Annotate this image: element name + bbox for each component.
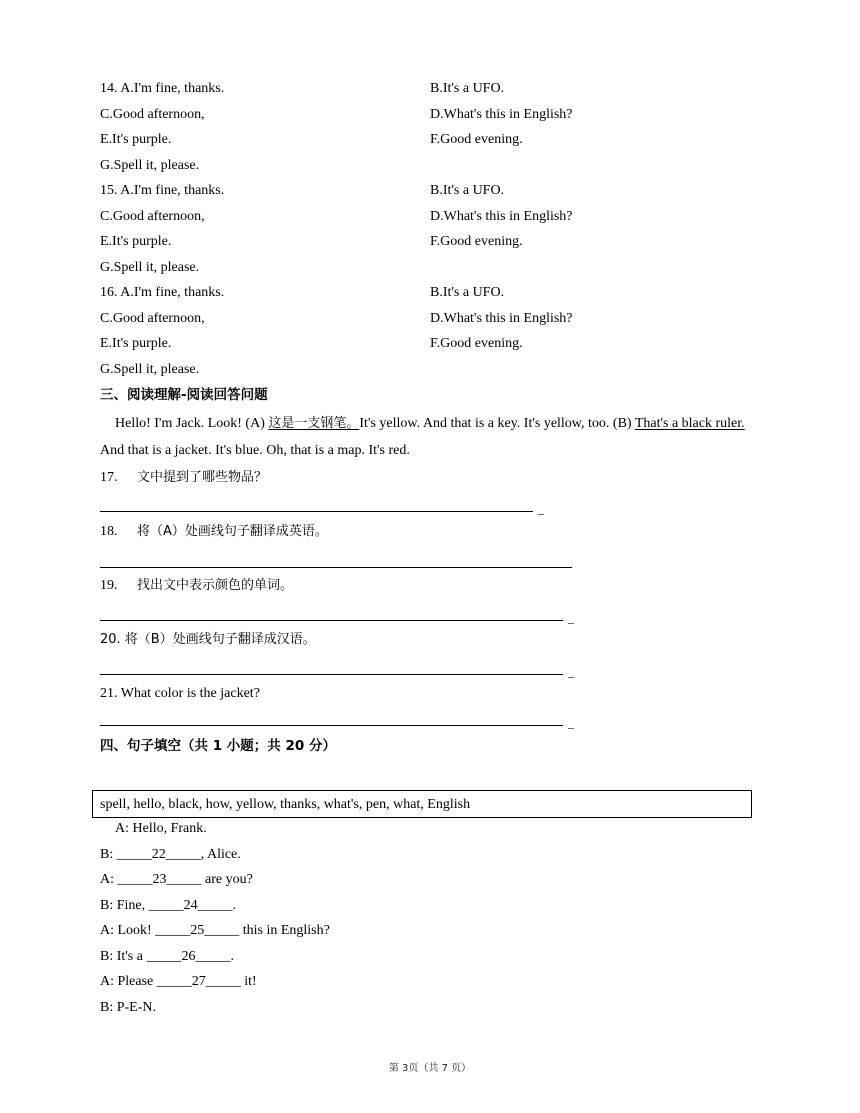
passage-text-2: It's yellow. And that is a key. It's yellow, too. (B) [359,416,635,431]
section4-title: 四、句子填空（共 1 小题；共 20 分） [100,738,336,754]
q14-option-e: E.It's purple. [100,132,172,147]
q20-answer-line[interactable] [100,674,563,675]
reading-passage [100,410,760,464]
word-bank-box: spell, hello, black, how, yellow, thanks, what's, pen, what, English [92,790,752,818]
q15-option-e: E.It's purple. [100,234,172,249]
q21-answer-line[interactable] [100,725,563,726]
q14-option-c: C.Good afternoon, [100,107,205,122]
q19-answer-line[interactable] [100,620,563,621]
q18-text: 将（A）处画线句子翻译成英语。 [137,524,328,539]
q14-option-d: D.What's this in English? [430,107,573,122]
q17-text: 文中提到了哪些物品？ [137,470,268,485]
q20-prompt: 20. 将（B）处画线句子翻译成汉语。 [100,632,316,647]
dialogue-line-5[interactable]: A: Look! _____25_____ this in English? [100,923,330,938]
passage-underline-b: That's a black ruler. [634,416,745,431]
q15-option-c: C.Good afternoon, [100,209,205,224]
q20-line-tail: _ [568,665,574,679]
passage-text-1: Hello! I'm Jack. Look! (A) [115,416,269,431]
dialogue-line-8: B: P-E-N. [100,1000,156,1015]
q19-line-tail: _ [568,611,574,625]
q15-option-f: F.Good evening. [430,234,523,249]
q16-option-f: F.Good evening. [430,336,523,351]
dialogue-line-3[interactable]: A: _____23_____ are you? [100,872,253,887]
q16-option-g: G.Spell it, please. [100,362,200,377]
dialogue-line-2[interactable]: B: _____22_____, Alice. [100,847,241,862]
page-footer: 第 3页（共 7 页） [388,1063,472,1074]
q15-option-b: B.It's a UFO. [430,183,505,198]
q18-prompt [100,523,328,541]
q19-number: 19. [100,578,118,593]
q14-option-a: 14. A.I'm fine, thanks. [100,81,225,96]
q16-option-e: E.It's purple. [100,336,172,351]
q15-option-a: 15. A.I'm fine, thanks. [100,183,225,198]
q17-answer-line[interactable] [100,511,533,512]
q21-prompt: 21. What color is the jacket? [100,686,260,701]
section3-title: 三、阅读理解-阅读回答问题 [100,387,268,403]
dialogue-line-7[interactable]: A: Please _____27_____ it! [100,974,257,989]
q18-number: 18. [100,524,118,539]
dialogue-line-6[interactable]: B: It's a _____26_____. [100,949,234,964]
q16-option-a: 16. A.I'm fine, thanks. [100,285,225,300]
q17-number: 17. [100,470,118,485]
q21-line-tail: _ [568,716,574,730]
q18-answer-line[interactable] [100,567,572,568]
q15-option-d: D.What's this in English? [430,209,573,224]
q19-prompt [100,577,293,595]
q17-line-tail: _ [538,502,544,516]
q19-text: 找出文中表示颜色的单词。 [137,578,294,593]
q15-option-g: G.Spell it, please. [100,260,200,275]
q14-option-g: G.Spell it, please. [100,158,200,173]
q17-prompt [100,469,267,487]
q14-option-b: B.It's a UFO. [430,81,505,96]
passage-text-3: And that is a jacket. It's blue. Oh, that is a map. It's red. [100,443,410,458]
dialogue-line-1: A: Hello, Frank. [115,821,207,836]
q16-option-b: B.It's a UFO. [430,285,505,300]
q14-option-f: F.Good evening. [430,132,523,147]
passage-underline-a: 这是一支钢笔。 [268,416,360,431]
q16-option-d: D.What's this in English? [430,311,573,326]
dialogue-line-4[interactable]: B: Fine, _____24_____. [100,898,237,913]
q16-option-c: C.Good afternoon, [100,311,205,326]
